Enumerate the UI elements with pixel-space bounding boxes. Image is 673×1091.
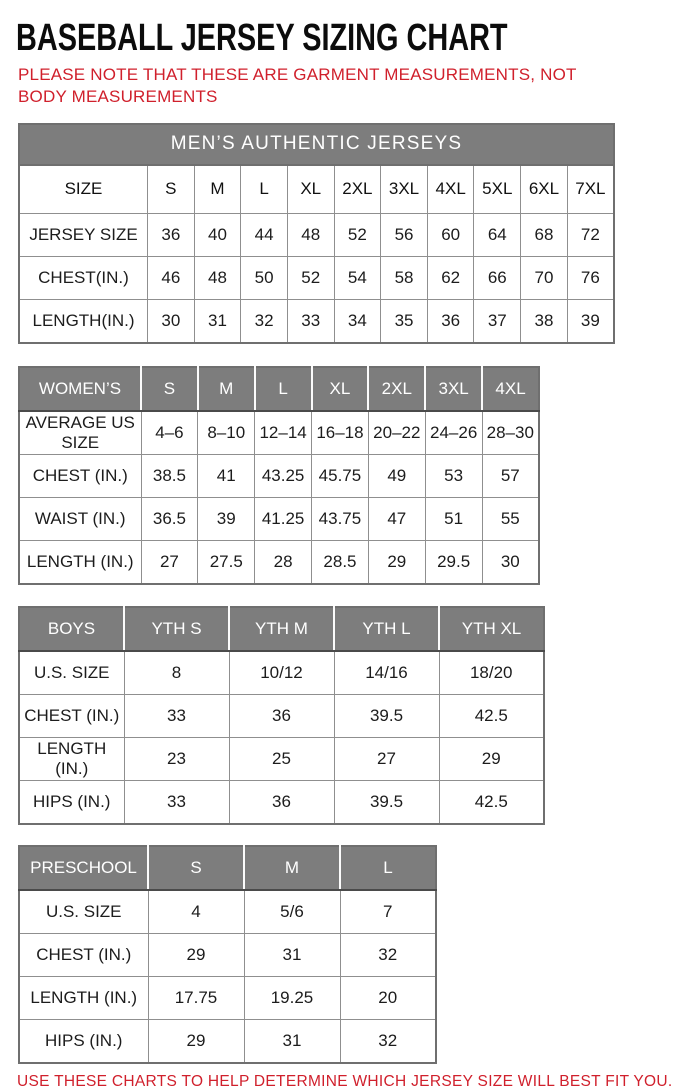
mens-header-row	[19, 165, 614, 214]
womens-value-cell: 45.75	[312, 454, 369, 497]
boys-value-cell: 23	[124, 737, 229, 780]
boys-header-row	[19, 607, 544, 651]
mens-value-cell: 33	[287, 299, 334, 343]
boys-row-0	[19, 651, 544, 695]
mens-value-cell: 31	[194, 299, 241, 343]
womens-value-cell: 28.5	[312, 540, 369, 584]
womens-value-cell: 57	[482, 454, 539, 497]
preschool-row-label-2: LENGTH (IN.)	[19, 976, 148, 1019]
boys-value-cell: 39.5	[334, 694, 439, 737]
mens-value-cell: 56	[381, 213, 428, 256]
boys-value-cell: 36	[229, 780, 334, 824]
mens-column-header-8: 5XL	[474, 165, 521, 214]
fit-advice-footer: USE THESE CHARTS TO HELP DETERMINE WHICH JERSEY SIZE WILL BEST FIT YOU.	[17, 1072, 673, 1090]
boys-value-cell: 36	[229, 694, 334, 737]
mens-value-cell: 36	[427, 299, 474, 343]
preschool-sizing-table	[18, 845, 437, 1064]
mens-value-cell: 52	[334, 213, 381, 256]
womens-value-cell: 30	[482, 540, 539, 584]
mens-value-cell: 70	[521, 256, 568, 299]
mens-value-cell: 48	[194, 256, 241, 299]
womens-value-cell: 43.25	[255, 454, 312, 497]
mens-column-header-0: SIZE	[19, 165, 148, 214]
mens-value-cell: 30	[148, 299, 195, 343]
preschool-value-cell: 7	[340, 890, 436, 934]
boys-value-cell: 10/12	[229, 651, 334, 695]
mens-value-cell: 72	[567, 213, 614, 256]
womens-sizing-table	[18, 366, 540, 585]
boys-value-cell: 42.5	[439, 694, 544, 737]
womens-value-cell: 27.5	[198, 540, 255, 584]
preschool-value-cell: 4	[148, 890, 244, 934]
womens-value-cell: 36.5	[141, 497, 198, 540]
mens-value-cell: 40	[194, 213, 241, 256]
boys-value-cell: 27	[334, 737, 439, 780]
preschool-value-cell: 29	[148, 933, 244, 976]
womens-value-cell: 20–22	[368, 411, 425, 455]
womens-row-label-2: WAIST (IN.)	[19, 497, 141, 540]
preschool-row-label-1: CHEST (IN.)	[19, 933, 148, 976]
womens-column-header-7: 4XL	[482, 367, 539, 411]
boys-sizing-table	[18, 606, 545, 825]
boys-value-cell: 25	[229, 737, 334, 780]
mens-value-cell: 66	[474, 256, 521, 299]
womens-value-cell: 16–18	[312, 411, 369, 455]
womens-value-cell: 49	[368, 454, 425, 497]
boys-row-1	[19, 694, 544, 737]
boys-value-cell: 33	[124, 780, 229, 824]
preschool-column-header-0: PRESCHOOL	[19, 846, 148, 890]
womens-value-cell: 24–26	[425, 411, 482, 455]
mens-column-header-5: 2XL	[334, 165, 381, 214]
preschool-row-3	[19, 1019, 436, 1063]
garment-measurement-note: PLEASE NOTE THAT THESE ARE GARMENT MEASUREMENTS, NOT BODY MEASUREMENTS	[18, 64, 577, 107]
mens-column-header-3: L	[241, 165, 288, 214]
preschool-row-2	[19, 976, 436, 1019]
mens-sizing-table	[18, 164, 615, 344]
mens-value-cell: 35	[381, 299, 428, 343]
page-title: BASEBALL JERSEY SIZING CHART	[16, 17, 508, 59]
preschool-value-cell: 29	[148, 1019, 244, 1063]
boys-value-cell: 33	[124, 694, 229, 737]
mens-column-header-2: M	[194, 165, 241, 214]
mens-row-2	[19, 299, 614, 343]
preschool-row-1	[19, 933, 436, 976]
mens-value-cell: 46	[148, 256, 195, 299]
preschool-row-label-3: HIPS (IN.)	[19, 1019, 148, 1063]
boys-value-cell: 14/16	[334, 651, 439, 695]
womens-value-cell: 28	[255, 540, 312, 584]
womens-value-cell: 51	[425, 497, 482, 540]
womens-value-cell: 43.75	[312, 497, 369, 540]
mens-section-banner: MEN’S AUTHENTIC JERSEYS	[18, 123, 615, 164]
mens-value-cell: 50	[241, 256, 288, 299]
mens-column-header-7: 4XL	[427, 165, 474, 214]
preschool-column-header-3: L	[340, 846, 436, 890]
womens-column-header-4: XL	[312, 367, 369, 411]
boys-column-header-2: YTH M	[229, 607, 334, 651]
mens-value-cell: 76	[567, 256, 614, 299]
womens-column-header-2: M	[198, 367, 255, 411]
womens-column-header-1: S	[141, 367, 198, 411]
boys-column-header-0: BOYS	[19, 607, 124, 651]
mens-value-cell: 39	[567, 299, 614, 343]
preschool-column-header-1: S	[148, 846, 244, 890]
preschool-value-cell: 17.75	[148, 976, 244, 1019]
preschool-value-cell: 32	[340, 933, 436, 976]
preschool-column-header-2: M	[244, 846, 340, 890]
boys-value-cell: 18/20	[439, 651, 544, 695]
womens-value-cell: 41	[198, 454, 255, 497]
boys-row-label-3: HIPS (IN.)	[19, 780, 124, 824]
womens-value-cell: 55	[482, 497, 539, 540]
womens-value-cell: 41.25	[255, 497, 312, 540]
preschool-header-row	[19, 846, 436, 890]
boys-row-label-1: CHEST (IN.)	[19, 694, 124, 737]
womens-row-label-0: AVERAGE US SIZE	[19, 411, 141, 455]
mens-value-cell: 34	[334, 299, 381, 343]
mens-column-header-1: S	[148, 165, 195, 214]
womens-value-cell: 4–6	[141, 411, 198, 455]
womens-value-cell: 12–14	[255, 411, 312, 455]
mens-row-label-2: LENGTH(IN.)	[19, 299, 148, 343]
womens-value-cell: 47	[368, 497, 425, 540]
boys-value-cell: 8	[124, 651, 229, 695]
womens-value-cell: 8–10	[198, 411, 255, 455]
preschool-value-cell: 5/6	[244, 890, 340, 934]
boys-value-cell: 42.5	[439, 780, 544, 824]
womens-value-cell: 38.5	[141, 454, 198, 497]
preschool-value-cell: 32	[340, 1019, 436, 1063]
boys-row-3	[19, 780, 544, 824]
mens-value-cell: 60	[427, 213, 474, 256]
preschool-value-cell: 31	[244, 1019, 340, 1063]
boys-row-label-2: LENGTH (IN.)	[19, 737, 124, 780]
womens-row-0	[19, 411, 539, 455]
mens-value-cell: 37	[474, 299, 521, 343]
womens-value-cell: 27	[141, 540, 198, 584]
mens-row-0	[19, 213, 614, 256]
preschool-row-label-0: U.S. SIZE	[19, 890, 148, 934]
boys-value-cell: 29	[439, 737, 544, 780]
boys-value-cell: 39.5	[334, 780, 439, 824]
boys-column-header-1: YTH S	[124, 607, 229, 651]
womens-value-cell: 53	[425, 454, 482, 497]
mens-value-cell: 38	[521, 299, 568, 343]
womens-column-header-5: 2XL	[368, 367, 425, 411]
preschool-value-cell: 19.25	[244, 976, 340, 1019]
boys-row-2	[19, 737, 544, 780]
mens-row-label-1: CHEST(IN.)	[19, 256, 148, 299]
womens-value-cell: 29.5	[425, 540, 482, 584]
womens-value-cell: 39	[198, 497, 255, 540]
preschool-value-cell: 31	[244, 933, 340, 976]
preschool-value-cell: 20	[340, 976, 436, 1019]
mens-value-cell: 44	[241, 213, 288, 256]
mens-value-cell: 62	[427, 256, 474, 299]
womens-row-3	[19, 540, 539, 584]
mens-value-cell: 68	[521, 213, 568, 256]
mens-value-cell: 58	[381, 256, 428, 299]
preschool-row-0	[19, 890, 436, 934]
mens-column-header-10: 7XL	[567, 165, 614, 214]
mens-column-header-6: 3XL	[381, 165, 428, 214]
womens-row-1	[19, 454, 539, 497]
boys-row-label-0: U.S. SIZE	[19, 651, 124, 695]
mens-column-header-9: 6XL	[521, 165, 568, 214]
mens-value-cell: 52	[287, 256, 334, 299]
womens-row-label-1: CHEST (IN.)	[19, 454, 141, 497]
mens-column-header-4: XL	[287, 165, 334, 214]
mens-value-cell: 36	[148, 213, 195, 256]
mens-value-cell: 32	[241, 299, 288, 343]
womens-value-cell: 29	[368, 540, 425, 584]
womens-header-row	[19, 367, 539, 411]
mens-value-cell: 54	[334, 256, 381, 299]
boys-column-header-4: YTH XL	[439, 607, 544, 651]
mens-value-cell: 48	[287, 213, 334, 256]
womens-column-header-3: L	[255, 367, 312, 411]
womens-column-header-0: WOMEN’S	[19, 367, 141, 411]
mens-row-label-0: JERSEY SIZE	[19, 213, 148, 256]
boys-column-header-3: YTH L	[334, 607, 439, 651]
womens-row-label-3: LENGTH (IN.)	[19, 540, 141, 584]
womens-row-2	[19, 497, 539, 540]
womens-column-header-6: 3XL	[425, 367, 482, 411]
mens-value-cell: 64	[474, 213, 521, 256]
womens-value-cell: 28–30	[482, 411, 539, 455]
mens-row-1	[19, 256, 614, 299]
